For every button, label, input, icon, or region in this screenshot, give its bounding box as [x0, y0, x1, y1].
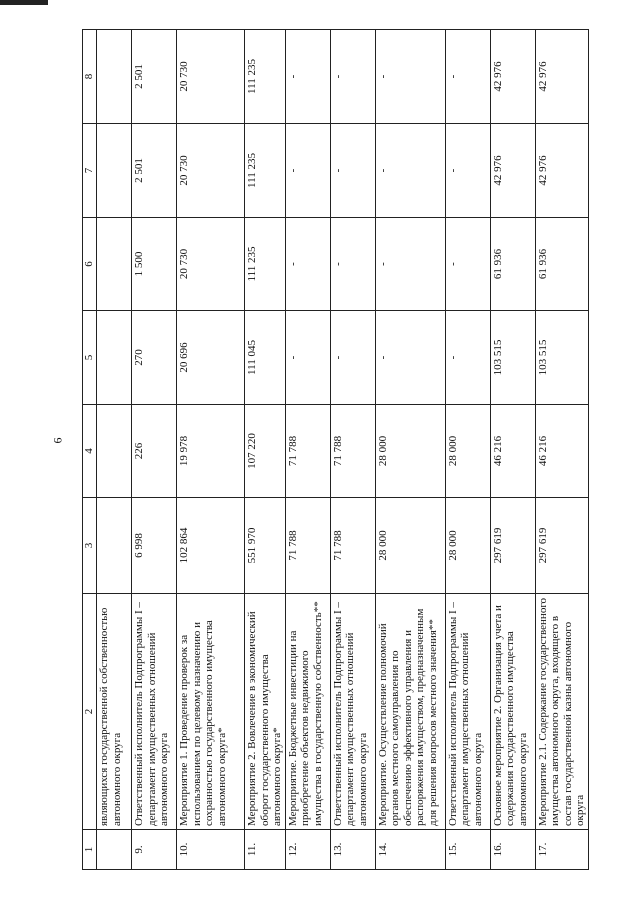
table-row — [97, 30, 132, 870]
col-header-7: 7 — [83, 124, 97, 218]
cell-col5: 103 515 — [490, 311, 535, 405]
cell-col7: 42 976 — [535, 124, 588, 218]
cell-col6: 1 500 — [132, 218, 177, 311]
cell-col8: - — [445, 30, 490, 124]
row-description: Мероприятие 2. Вовлечение в экономический оборот государственного имущества автономного округа* — [245, 594, 286, 830]
cell-col4: 19 978 — [177, 405, 245, 498]
cell-col6: - — [330, 218, 375, 311]
row-description: являющихся государственной собственностью автономного округа — [97, 594, 132, 830]
cell-col3: 71 788 — [285, 498, 330, 594]
row-number: 16. — [490, 830, 535, 870]
cell-col8: - — [375, 30, 445, 124]
cell-col6 — [97, 218, 132, 311]
row-description: Мероприятие 1. Проведение проверок за использованием по целевому назначению и сохранностью государственного имущества автономного округа* — [177, 594, 245, 830]
cell-col8: 111 235 — [245, 30, 286, 124]
page-number: 6 — [50, 437, 65, 444]
cell-col3 — [97, 498, 132, 594]
cell-col3: 551 970 — [245, 498, 286, 594]
cell-col7: - — [375, 124, 445, 218]
row-number: 10. — [177, 830, 245, 870]
cell-col6: 61 936 — [490, 218, 535, 311]
col-header-2: 2 — [83, 594, 97, 830]
cell-col7: 20 730 — [177, 124, 245, 218]
cell-col4: 226 — [132, 405, 177, 498]
cell-col6: - — [445, 218, 490, 311]
cell-col6: - — [375, 218, 445, 311]
cell-col3: 28 000 — [375, 498, 445, 594]
table-row — [245, 30, 286, 870]
cell-col5: 270 — [132, 311, 177, 405]
cell-col5: 111 045 — [245, 311, 286, 405]
row-description: Мероприятие. Бюджетные инвестиции на приобретение объектов недвижимого имущества в государственную собственность** — [285, 594, 330, 830]
table-row — [132, 30, 177, 870]
cell-col5: - — [330, 311, 375, 405]
cell-col8: - — [285, 30, 330, 124]
table-row — [177, 30, 245, 870]
col-header-8: 8 — [83, 30, 97, 124]
cell-col3: 102 864 — [177, 498, 245, 594]
row-number: 11. — [245, 830, 286, 870]
cell-col3: 28 000 — [445, 498, 490, 594]
cell-col4: 107 220 — [245, 405, 286, 498]
cell-col7: 111 235 — [245, 124, 286, 218]
table-row — [535, 30, 588, 870]
cell-col6: 20 730 — [177, 218, 245, 311]
data-table — [82, 29, 589, 870]
row-number: 15. — [445, 830, 490, 870]
cell-col8 — [97, 30, 132, 124]
cell-col5: 103 515 — [535, 311, 588, 405]
cell-col7: - — [445, 124, 490, 218]
cell-col7: - — [285, 124, 330, 218]
cell-col8: 42 976 — [490, 30, 535, 124]
col-header-1: 1 — [83, 830, 97, 870]
row-number — [97, 830, 132, 870]
row-description: Ответственный исполнитель Подпрограммы I – департамент имущественных отношений автономного округа — [330, 594, 375, 830]
cell-col5: - — [445, 311, 490, 405]
scan-edge-mark — [0, 0, 48, 5]
cell-col8: 2 501 — [132, 30, 177, 124]
col-header-5: 5 — [83, 311, 97, 405]
cell-col4: 28 000 — [445, 405, 490, 498]
table-row — [330, 30, 375, 870]
col-header-4: 4 — [83, 405, 97, 498]
table-row — [490, 30, 535, 870]
cell-col5: - — [285, 311, 330, 405]
cell-col4: 71 788 — [285, 405, 330, 498]
row-description: Мероприятие 2.1. Содержание государственного имущества автономного округа, входящего в состав государственной казны автономного округа — [535, 594, 588, 830]
cell-col4: 28 000 — [375, 405, 445, 498]
cell-col5: - — [375, 311, 445, 405]
cell-col4: 46 216 — [490, 405, 535, 498]
cell-col6: - — [285, 218, 330, 311]
rotated-page — [82, 30, 634, 870]
cell-col8: 42 976 — [535, 30, 588, 124]
cell-col4 — [97, 405, 132, 498]
cell-col5: 20 696 — [177, 311, 245, 405]
cell-col6: 111 235 — [245, 218, 286, 311]
row-number: 13. — [330, 830, 375, 870]
cell-col4: 71 788 — [330, 405, 375, 498]
cell-col4: 46 216 — [535, 405, 588, 498]
table-row — [285, 30, 330, 870]
table-row — [445, 30, 490, 870]
cell-col7: - — [330, 124, 375, 218]
col-header-6: 6 — [83, 218, 97, 311]
row-number: 9. — [132, 830, 177, 870]
col-header-3: 3 — [83, 498, 97, 594]
cell-col3: 297 619 — [535, 498, 588, 594]
cell-col6: 61 936 — [535, 218, 588, 311]
row-description: Ответственный исполнитель Подпрограммы I – департамент имущественных отношений автономного округа — [132, 594, 177, 830]
header-row — [83, 30, 97, 870]
cell-col3: 297 619 — [490, 498, 535, 594]
row-number: 17. — [535, 830, 588, 870]
row-number: 14. — [375, 830, 445, 870]
cell-col7: 42 976 — [490, 124, 535, 218]
cell-col3: 6 998 — [132, 498, 177, 594]
cell-col5 — [97, 311, 132, 405]
row-description: Ответственный исполнитель Подпрограммы I – департамент имущественных отношений автономного округа — [445, 594, 490, 830]
cell-col7 — [97, 124, 132, 218]
cell-col7: 2 501 — [132, 124, 177, 218]
row-description: Основное мероприятие 2. Организация учета и содержания государственного имущества автономного округа — [490, 594, 535, 830]
cell-col3: 71 788 — [330, 498, 375, 594]
row-number: 12. — [285, 830, 330, 870]
table-row — [375, 30, 445, 870]
row-description: Мероприятие. Осуществление полномочий органов местного самоуправления по обеспечению эффективного управления и распоряжения имуществом, предназначенным для решения вопросов местного значения** — [375, 594, 445, 830]
cell-col8: - — [330, 30, 375, 124]
cell-col8: 20 730 — [177, 30, 245, 124]
